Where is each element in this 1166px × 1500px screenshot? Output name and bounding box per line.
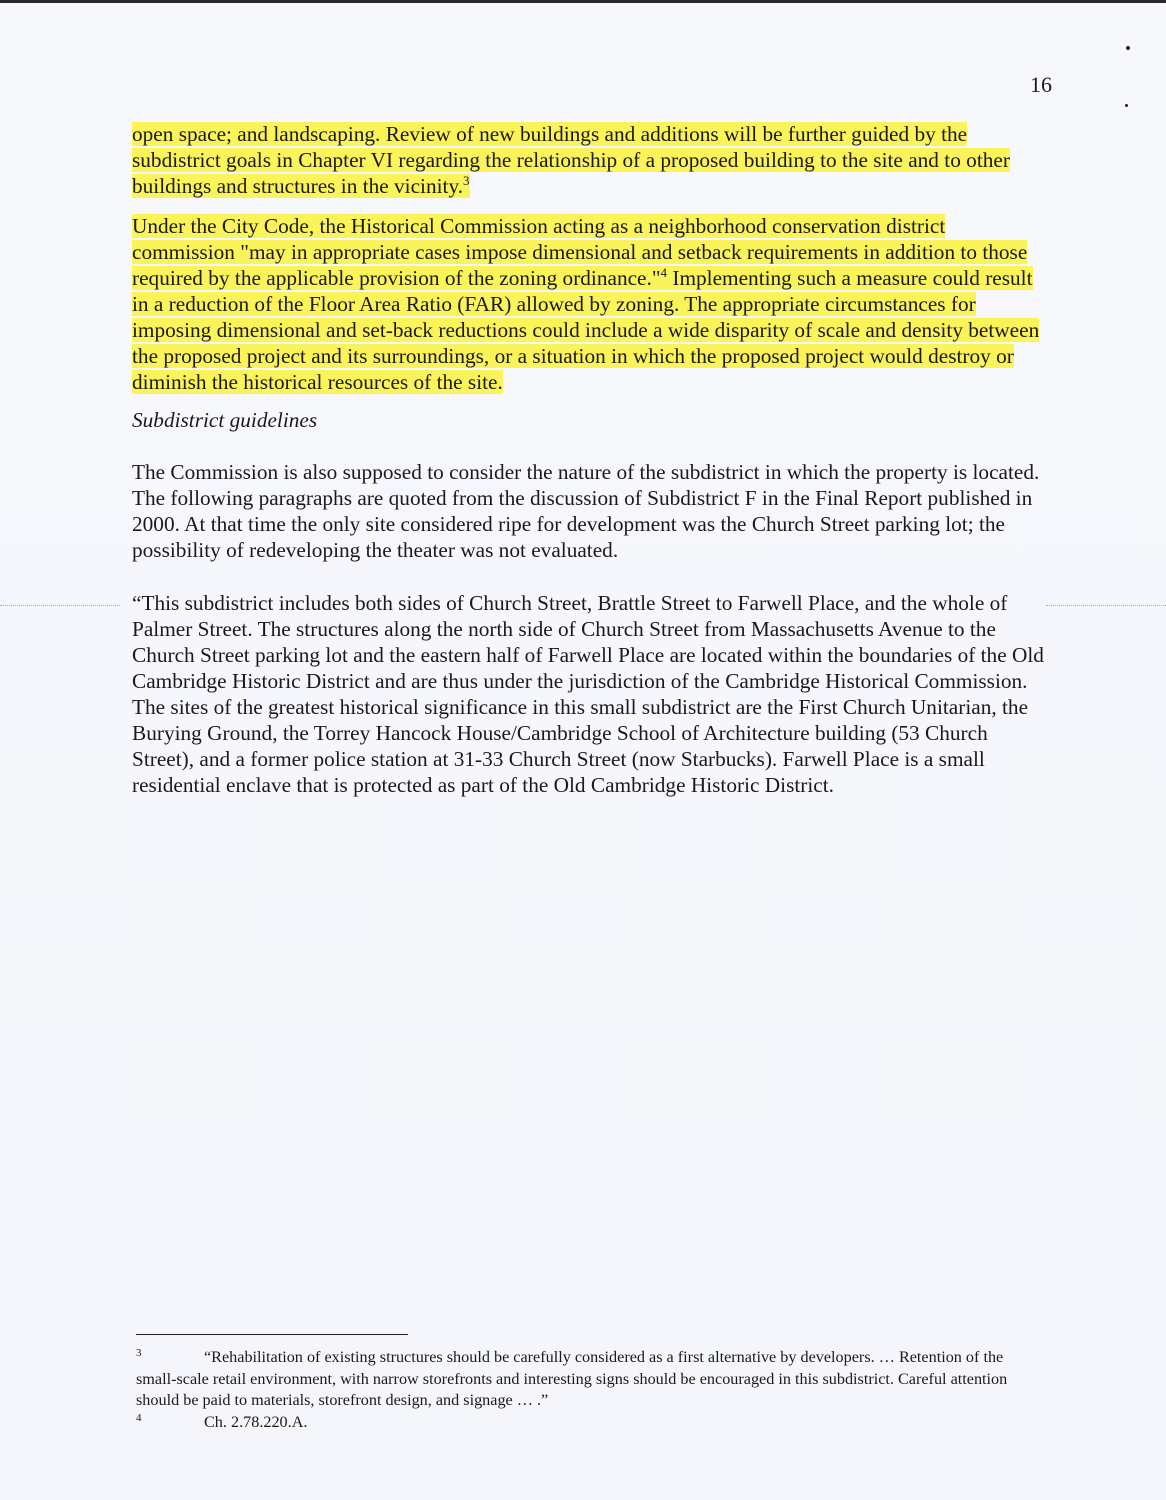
footnote-4 bbox=[136, 1412, 1046, 1434]
footnote-ref: 4 bbox=[660, 264, 668, 280]
paragraph-city-code bbox=[132, 213, 1052, 395]
section-heading: Subdistrict guidelines bbox=[132, 408, 318, 432]
footnote-separator bbox=[136, 1334, 408, 1335]
footnote-3 bbox=[136, 1347, 1046, 1412]
footnote-number: 4 bbox=[136, 1411, 142, 1424]
page-number: 16 bbox=[1030, 72, 1052, 97]
scan-dot bbox=[1126, 46, 1130, 50]
paragraph-text: open space; and landscaping. Review of new buildings and additions will be further guided by the subdistrict goals in Chapter VI regarding the relationship of a proposed building to the site and to other buildings and structures in the vicinity. bbox=[132, 122, 1010, 198]
scan-artifact-line bbox=[1046, 605, 1166, 607]
scan-artifact-line bbox=[0, 605, 120, 607]
highlighted-text bbox=[132, 122, 1010, 198]
footnotes bbox=[136, 1347, 1046, 1433]
footnote-ref: 3 bbox=[463, 172, 470, 188]
scan-dot bbox=[1125, 104, 1128, 107]
footnote-text: Ch. 2.78.220.A. bbox=[204, 1412, 308, 1431]
paragraph-landscaping bbox=[132, 121, 1052, 199]
highlighted-text bbox=[132, 214, 1039, 394]
footnote-text: “Rehabilitation of existing structures should be carefully considered as a first alternative by developers. … Retention of the small-scale retail environment, with narrow storefronts and interesting signs should be encouraged in this subdistrict. Careful attention should be paid to materials, storefront design, and signage … .” bbox=[136, 1348, 1008, 1409]
scan-top-edge bbox=[0, 0, 1166, 3]
paragraph-text-continued: Implementing such a measure could result in a reduction of the Floor Area Ratio (FAR) allowed by zoning. The appropriate circumstances for imposing dimensional and set-back reductions could include a wide disparity of scale and density between the proposed project and its surroundings, or a situation in which the proposed project would destroy or diminish the historical resources of the site. bbox=[132, 266, 1040, 394]
footnote-number: 3 bbox=[136, 1347, 142, 1359]
paragraph-text: Under the City Code, the Historical Commission acting as a neighborhood conservation district commission "may in appropriate cases impose dimensional and setback requirements in addition to those required by the applicable provision of the zoning ordinance." bbox=[132, 214, 1028, 290]
paragraph-subdistrict-quote: “This subdistrict includes both sides of Church Street, Brattle Street to Farwell Place, and the whole of Palmer Street. The structures along the north side of Church Street from Massachusetts Avenue to the Church Street parking lot and the eastern half of Farwell Place are located within the boundaries of the Old Cambridge Historic District and are thus under the jurisdiction of the Cambridge Historical Commission. The sites of the greatest historical significance in this small subdistrict are the First Church Unitarian, the Burying Ground, the Torrey Hancock House/Cambridge School of Architecture building (53 Church Street), and a former police station at 31-33 Church Street (now Starbucks). Farwell Place is a small residential enclave that is protected as part of the Old Cambridge Historic District. bbox=[132, 591, 1044, 797]
paragraph-commission: The Commission is also supposed to consider the nature of the subdistrict in which the property is located. The following paragraphs are quoted from the discussion of Subdistrict F in the Final Report published in 2000. At that time the only site considered ripe for development was the Church Street parking lot; the possibility of redeveloping the theater was not evaluated. bbox=[132, 460, 1040, 562]
